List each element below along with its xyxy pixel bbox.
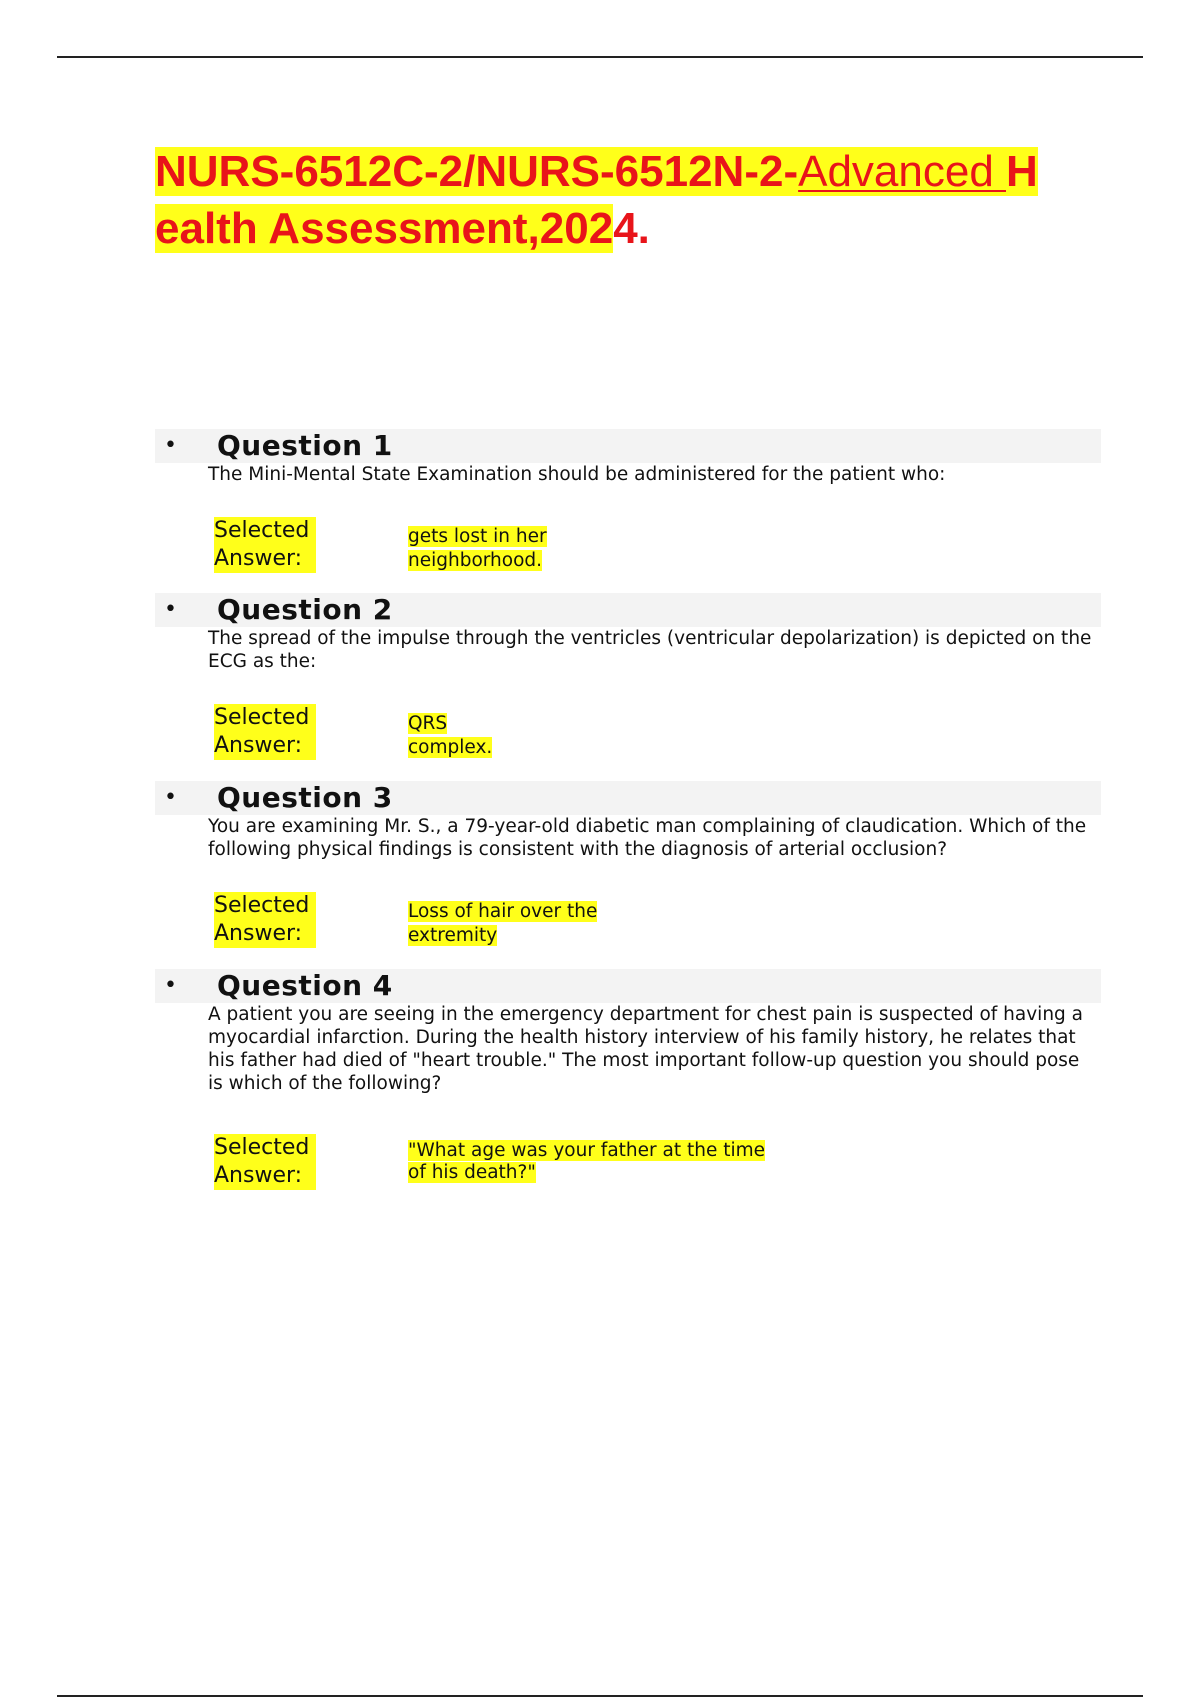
question-header xyxy=(155,429,1101,463)
question-header xyxy=(155,781,1101,815)
bullet-icon: • xyxy=(164,597,177,622)
selected-answer-label: Selected Answer: xyxy=(214,892,316,948)
answer-line-2: of his death?" xyxy=(408,1162,536,1183)
selected-answer-value xyxy=(408,712,492,760)
selected-answer-value xyxy=(408,900,597,948)
selected-answer-value xyxy=(408,525,547,573)
selected-answer-row xyxy=(208,1134,1101,1194)
selected-answer-value xyxy=(408,1140,765,1184)
top-divider xyxy=(57,56,1143,58)
answer-line-1: gets lost in her xyxy=(408,526,547,547)
title-part-4: 4. xyxy=(613,204,650,253)
selected-answer-label: Selected Answer: xyxy=(214,704,316,760)
title-link-advanced[interactable]: Advanced xyxy=(798,147,1007,196)
bullet-icon: • xyxy=(164,433,177,458)
question-text: You are examining Mr. S., a 79-year-old diabetic man complaining of claudication. Which of the following physical findings is consistent with the diagnosis of arterial occlusion? xyxy=(208,816,1087,860)
selected-answer-label: Selected Answer: xyxy=(214,1134,316,1190)
question-title: Question 4 xyxy=(217,969,393,1002)
bullet-icon: • xyxy=(164,973,177,998)
question-title: Question 1 xyxy=(217,429,393,462)
title-part-1: NURS-6512C-2/NURS-6512N-2- xyxy=(155,147,799,196)
question-header xyxy=(155,593,1101,627)
bottom-divider xyxy=(57,1695,1143,1697)
question-title: Question 3 xyxy=(217,781,393,814)
question-1 xyxy=(155,429,1101,577)
question-header xyxy=(155,969,1101,1003)
question-text: A patient you are seeing in the emergency department for chest pain is suspected of having a myocardial infarction. During the health history interview of his family history, he relates that his father had died of "heart trouble." The most important follow-up question you should pose is which of the following? xyxy=(208,1004,1084,1094)
selected-answer-row xyxy=(208,517,1101,577)
question-text: The Mini-Mental State Examination should be administered for the patient who: xyxy=(208,464,946,485)
question-4 xyxy=(155,969,1101,1194)
question-3 xyxy=(155,781,1101,952)
answer-line-2: neighborhood. xyxy=(408,550,543,571)
question-text: The spread of the impulse through the ventricles (ventricular depolarization) is depicted on the ECG as the: xyxy=(208,628,1092,672)
answer-line-1: "What age was your father at the time xyxy=(408,1140,766,1161)
selected-answer-label: Selected Answer: xyxy=(214,517,316,573)
title-part-2: H xyxy=(1006,147,1038,196)
selected-answer-row xyxy=(208,704,1101,764)
answer-line-2: complex. xyxy=(408,737,493,758)
question-title: Question 2 xyxy=(217,593,393,626)
selected-answer-row xyxy=(208,892,1101,952)
title-part-3: ealth Assessment,202 xyxy=(155,204,614,253)
answer-line-1: QRS xyxy=(408,713,448,734)
answer-line-1: Loss of hair over the xyxy=(408,901,598,922)
bullet-icon: • xyxy=(164,785,177,810)
document-title xyxy=(155,143,1145,257)
answer-line-2: extremity xyxy=(408,925,498,946)
question-2 xyxy=(155,593,1101,764)
